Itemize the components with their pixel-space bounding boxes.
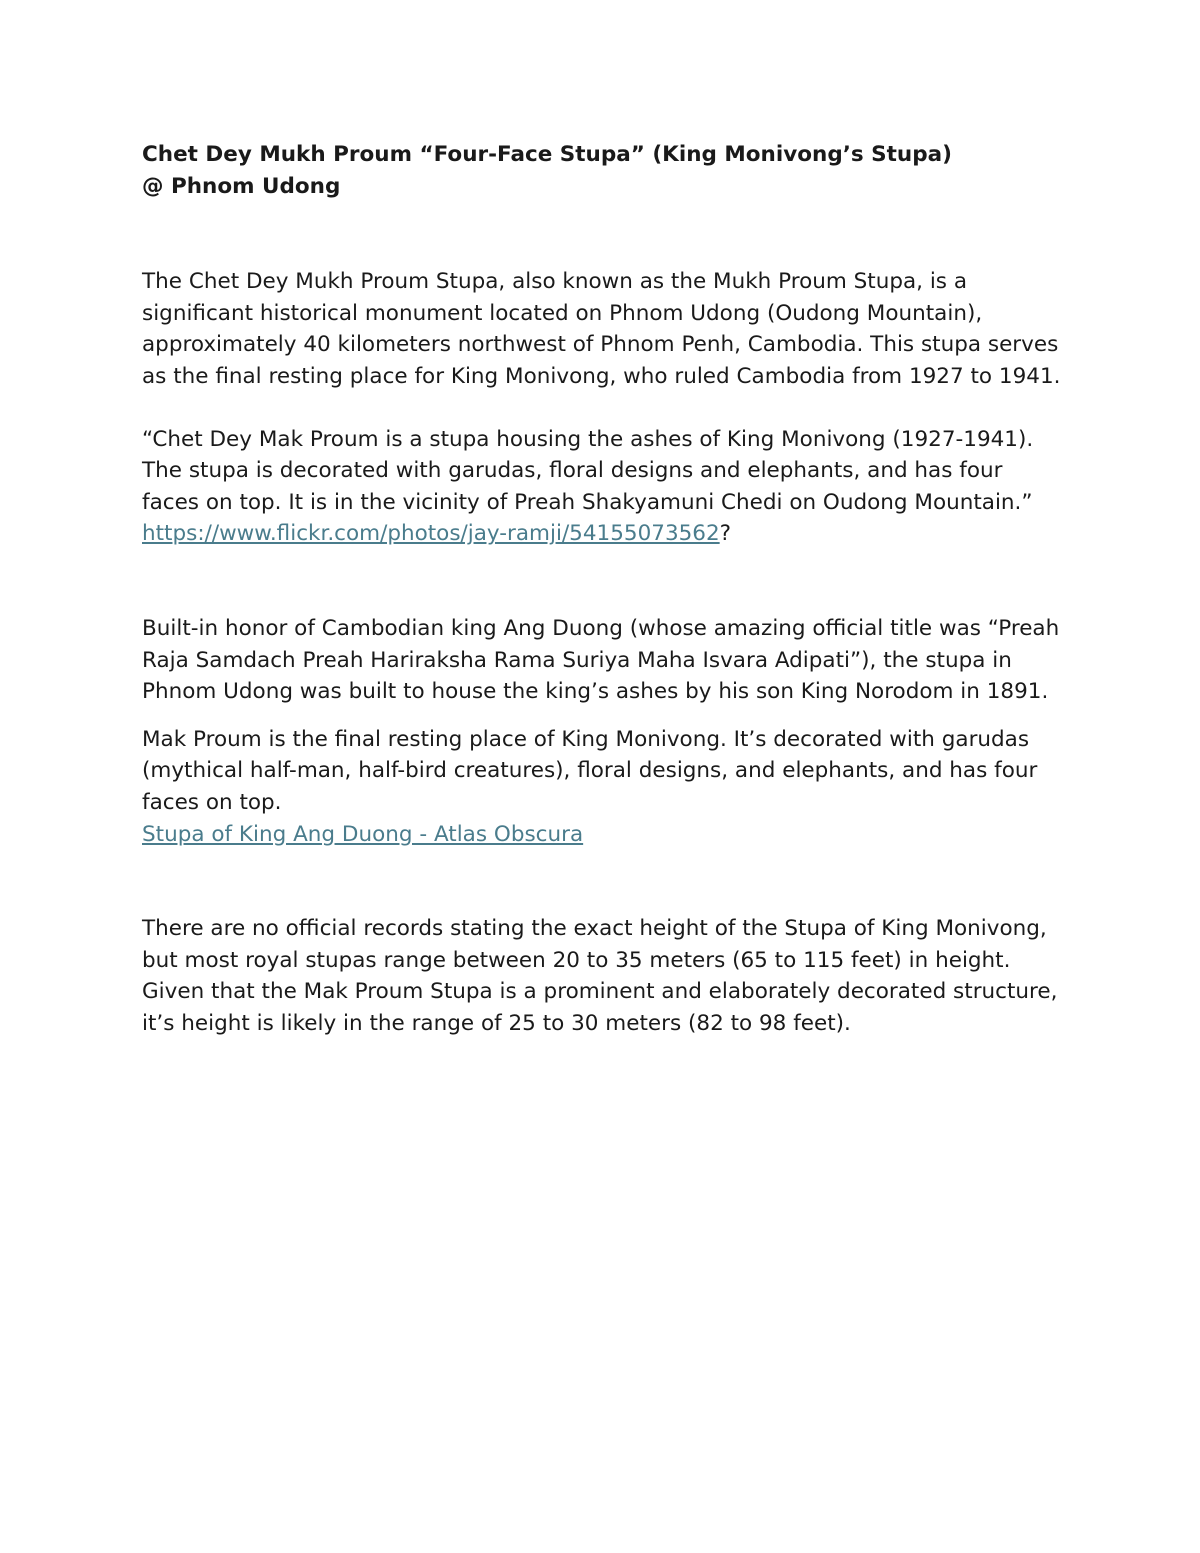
document-title	[142, 139, 1062, 202]
paragraph-height: There are no official records stating the exact height of the Stupa of King Monivong, but most royal stupas range between 20 to 35 meters (65 to 115 feet) in height. Given that the Mak Proum Stupa is a prominent and elaborately decorated structure, it’s height is likely in the range of 25 to 30 meters (82 to 98 feet).	[142, 916, 1058, 1036]
title-line-1: Chet Dey Mukh Proum “Four-Face Stupa” (King Monivong’s Stupa)	[142, 142, 952, 167]
quote-suffix: ?	[719, 521, 732, 547]
title-line-2: @ Phnom Udong	[142, 173, 341, 199]
paragraph-quote	[142, 424, 1062, 550]
atlas-obscura-link[interactable]: Stupa of King Ang Duong - Atlas Obscura	[142, 821, 584, 847]
paragraph-intro: The Chet Dey Mukh Proum Stupa, also known as the Mukh Proum Stupa, is a significant historical monument located on Phnom Udong (Oudong Mountain), approximately 40 kilometers northwest of Phnom Penh, Cambodia. This stupa serves as the final resting place for King Monivong, who ruled Cambodia from 1927 to 1941.	[142, 269, 1061, 389]
mak-proum-text: Mak Proum is the final resting place of King Monivong. It’s decorated with garudas (mythical half-man, half-bird creatures), floral designs, and elephants, and has four faces on top.	[142, 726, 1038, 815]
flickr-link[interactable]: https://www.flickr.com/photos/jay-ramji/54155073562	[142, 521, 720, 547]
quote-text: “Chet Dey Mak Proum is a stupa housing the ashes of King Monivong (1927-1941). The stupa is decorated with garudas, floral designs and elephants, and has four faces on top. It is in the vicinity of Preah Shakyamuni Chedi on Oudong Mountain.”	[142, 426, 1034, 515]
paragraph-mak-proum	[142, 724, 1062, 850]
paragraph-ang-duong: Built-in honor of Cambodian king Ang Duong (whose amazing official title was “Preah Raja Samdach Preah Hariraksha Rama Suriya Maha Isvara Adipati”), the stupa in Phnom Udong was built to house the king’s ashes by his son King Norodom in 1891.	[142, 615, 1060, 705]
document-body	[142, 139, 1062, 1039]
